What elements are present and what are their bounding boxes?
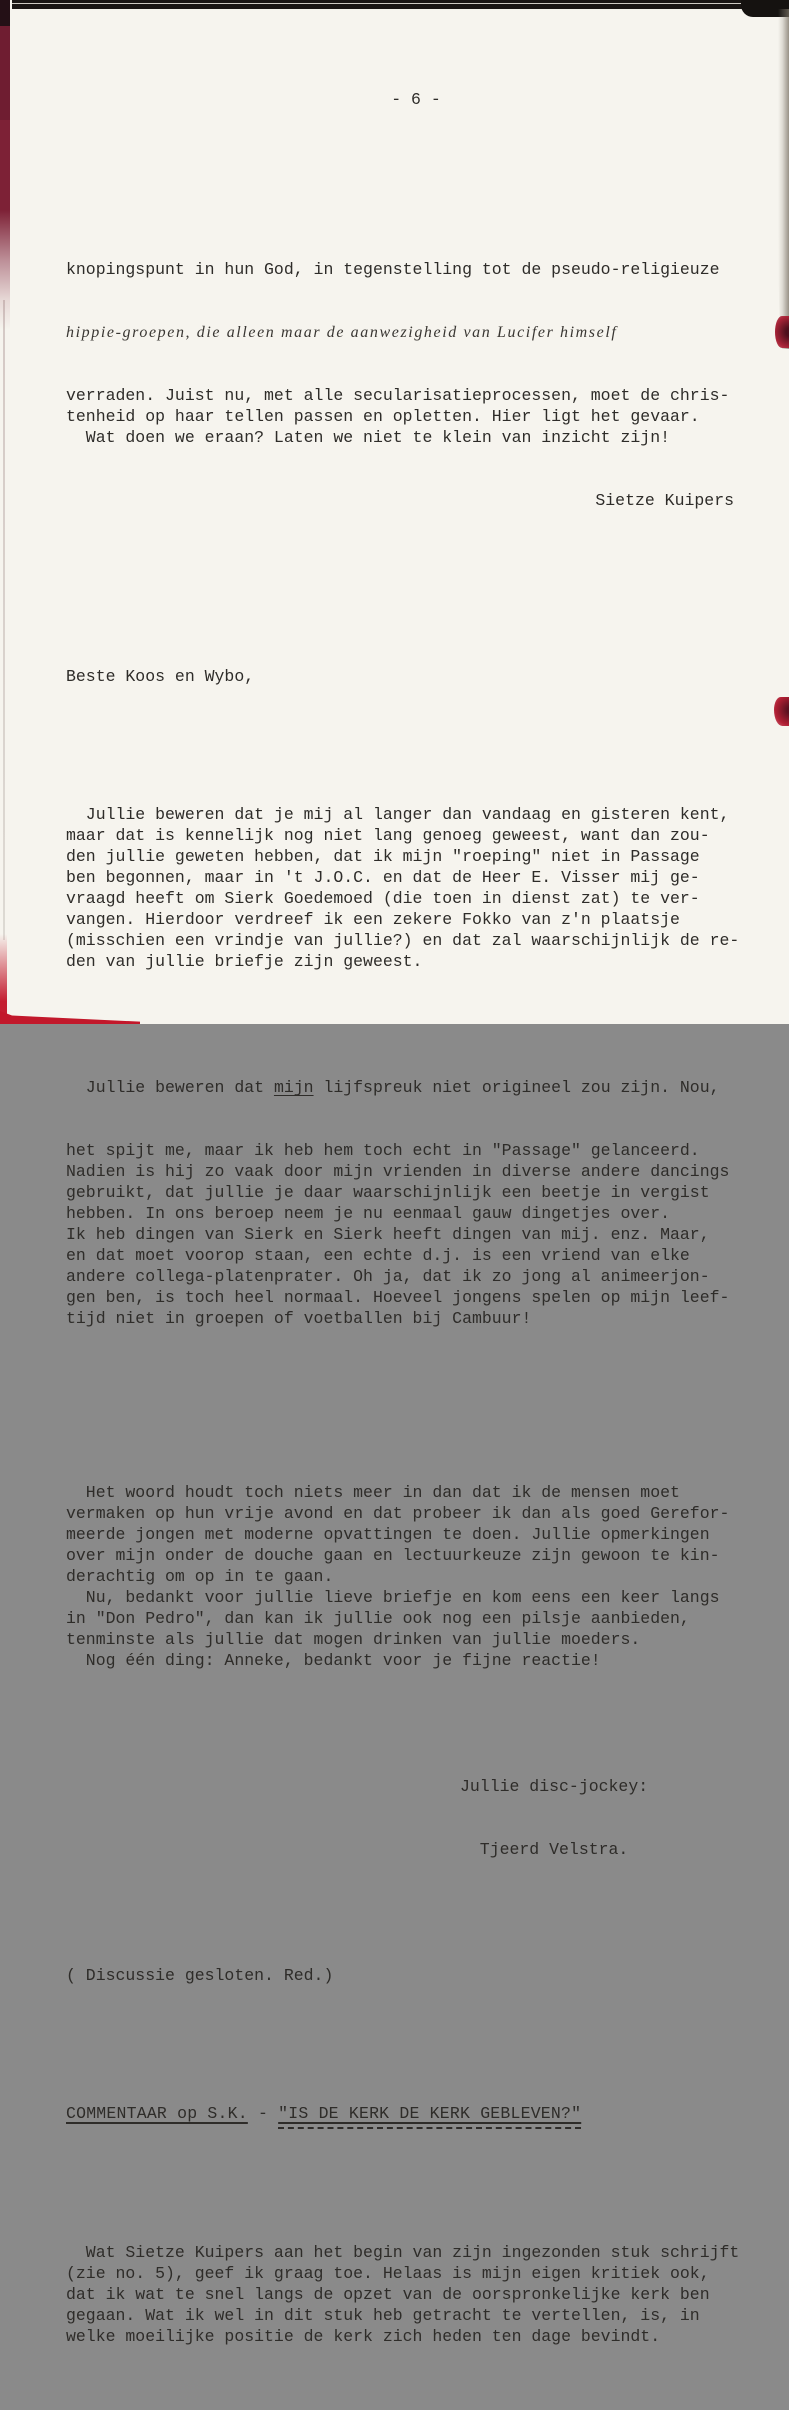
section-heading [66, 2103, 766, 2129]
heading-quoted-title: "IS DE KERK DE KERK GEBLEVEN?" [278, 2103, 581, 2129]
text-line: knopingspunt in hun God, in tegenstelling tot de pseudo-religieuze [66, 260, 720, 279]
text-line: dat ik wat te snel langs de opzet van de oorspronkelijke kerk ben [66, 2285, 710, 2304]
right-edge-shadow [778, 9, 789, 349]
text-line: (misschien een vrindje van jullie?) en dat zal waarschijnlijk de re- [66, 931, 740, 950]
text-line: welke moeilijke positie de kerk zich heden ten dage bevindt. [66, 2327, 661, 2346]
page-number: - 6 - [391, 90, 441, 109]
heading-label: COMMENTAAR op S.K. [66, 2104, 248, 2123]
text-line-with-underline [66, 1077, 766, 1098]
text-line: gen ben, is toch heel normaal. Hoeveel jongens spelen op mijn leef- [66, 1288, 730, 1307]
text-line: het spijt me, maar ik heb hem toch echt in "Passage" gelanceerd. [66, 1141, 700, 1160]
heading-separator: - [247, 2104, 279, 2123]
text-line: maar dat is kennelijk nog niet lang genoeg geweest, want dan zou- [66, 826, 710, 845]
text-line: (zie no. 5), geef ik graag toe. Helaas is mijn eigen kritiek ook, [66, 2264, 710, 2283]
editorial-note: ( Discussie gesloten. Red.) [66, 1966, 334, 1985]
text-line: den van jullie briefje zijn geweest. [66, 952, 423, 971]
left-edge-line [3, 300, 5, 940]
text-line: Het woord houdt toch niets meer in dan dat ik de mensen moet [66, 1483, 680, 1502]
letter-paragraph-3 [66, 1482, 766, 1671]
text-line: en dat moet voorop staan, een echte d.j. is een vriend van elke [66, 1246, 690, 1265]
text-line: tenheid op haar tellen passen en opletten. Hier ligt het gevaar. [66, 407, 700, 426]
top-edge-shadow [12, 0, 789, 9]
text-line: tijd niet in groepen of voetballen bij Cambuur! [66, 1309, 532, 1328]
text-column [66, 26, 766, 2410]
text-segment: Jullie beweren dat [66, 1078, 274, 1097]
text-line: den jullie geweten hebben, dat ik mijn "roeping" niet in Passage [66, 847, 700, 866]
underlined-word: mijn [273, 1078, 314, 1097]
text-line: vraagd heeft om Sierk Goedemoed (die toen in dienst zat) te ver- [66, 889, 700, 908]
text-line: derachtig om op in te gaan. [66, 1567, 334, 1586]
text-line: Jullie beweren dat je mij al langer dan vandaag en gisteren kent, [66, 805, 730, 824]
text-line: Nadien is hij zo vaak door mijn vrienden in diverse andere dancings [66, 1162, 730, 1181]
text-line: verraden. Juist nu, met alle secularisatieprocessen, moet de chris- [66, 386, 730, 405]
text-line: Wat Sietze Kuipers aan het begin van zijn ingezonden stuk schrijft [66, 2243, 740, 2262]
intro-paragraph-rest [66, 385, 766, 448]
signoff-block [66, 1734, 766, 1902]
red-seal-mark-upper [775, 316, 789, 348]
text-line: in "Don Pedro", dan kan ik jullie ook nog een pilsje aanbieden, [66, 1609, 690, 1628]
text-line: andere collega-platenprater. Oh ja, dat ik zo jong al animeerjon- [66, 1267, 710, 1286]
text-line: tenminste als jullie dat mogen drinken van jullie moeders. [66, 1630, 641, 1649]
signoff-role: Jullie disc-jockey: [460, 1777, 649, 1796]
author-signature: Sietze Kuipers [595, 491, 734, 510]
commentary-paragraph [66, 2242, 766, 2347]
intro-paragraph [66, 217, 766, 553]
text-line: ben begonnen, maar in 't J.O.C. en dat de Heer E. Visser mij ge- [66, 868, 700, 887]
text-line: Wat doen we eraan? Laten we niet te klein van inzicht zijn! [66, 428, 670, 447]
left-binding-stripe [0, 0, 10, 330]
text-line: vangen. Hierdoor verdreef ik een zekere Fokko van z'n plaatsje [66, 910, 680, 929]
signoff-name: Tjeerd Velstra. [460, 1840, 629, 1859]
text-line: gebruikt, dat jullie je daar waarschijnlijk een beetje in vergist [66, 1183, 710, 1202]
text-line: vermaken op hun vrije avond en dat probeer ik dan als goed Gerefor- [66, 1504, 730, 1523]
text-line: Ik heb dingen van Sierk en Sierk heeft dingen van mij. enz. Maar, [66, 1225, 710, 1244]
letter-paragraph-1 [66, 804, 766, 972]
text-line: hebben. In ons beroep neem je nu eenmaal gauw dingetjes over. [66, 1204, 670, 1223]
text-line: Nog één ding: Anneke, bedankt voor je fijne reactie! [66, 1651, 601, 1670]
left-bottom-red-edge [0, 934, 7, 1024]
red-seal-mark-lower [774, 697, 789, 726]
text-line: gegaan. Wat ik wel in dit stuk heb getracht te vertellen, is, in [66, 2306, 700, 2325]
salutation: Beste Koos en Wybo, [66, 667, 255, 686]
text-line: meerde jongen met moderne opvattingen te doen. Jullie opmerkingen [66, 1525, 710, 1544]
italic-text-line: hippie-groepen, die alleen maar de aanwezigheid van Lucifer himself [66, 324, 618, 341]
letter-paragraph-2-rest [66, 1140, 766, 1329]
text-line: over mijn onder de douche gaan en lectuurkeuze zijn gewoon te kin- [66, 1546, 720, 1565]
text-segment: lijfspreuk niet origineel zou zijn. Nou, [313, 1078, 720, 1097]
text-line: Nu, bedankt voor jullie lieve briefje en kom eens een keer langs [66, 1588, 720, 1607]
letter-paragraph-2 [66, 1035, 766, 1371]
